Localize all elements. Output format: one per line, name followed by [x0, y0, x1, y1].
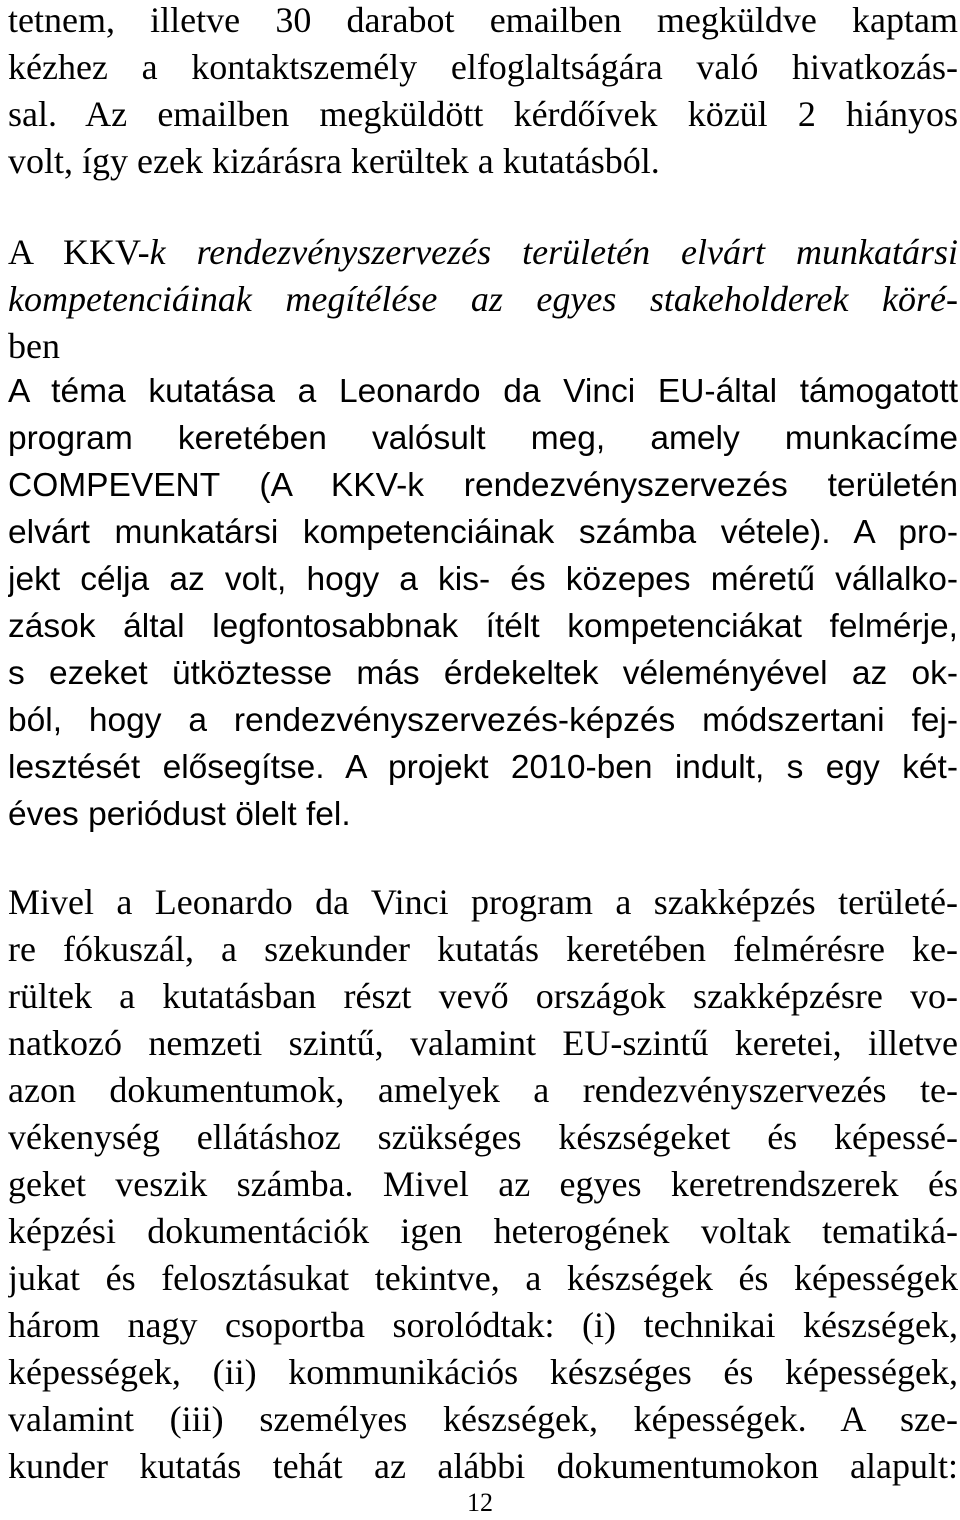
paragraph-intro: [8, 0, 958, 185]
heading-prefix: A KKV-: [8, 232, 150, 272]
section-heading: [8, 229, 958, 370]
text-line: Mivel a Leonardo da Vinci program a szakképzés területé-: [8, 882, 958, 922]
page-number: 12: [467, 1488, 493, 1517]
text-line: re fókuszál, a szekunder kutatás keretében felmérésre ke-: [8, 929, 958, 969]
heading-italic: k rendezvényszervezés területén elvárt munkatársi: [149, 232, 958, 272]
paragraph-project: [8, 368, 958, 838]
text-line: natkozó nemzeti szintű, valamint EU-szintű keretei, illetve: [8, 1023, 958, 1063]
text-line: képességek, (ii) kommunikációs készséges és képességek,: [8, 1352, 958, 1392]
text-line: program keretében valósult meg, amely munkacíme: [8, 420, 958, 457]
text-line: azon dokumentumok, amelyek a rendezvényszervezés te-: [8, 1070, 958, 1110]
paragraph-secondary-research: [8, 879, 958, 1490]
text-line: jekt célja az volt, hogy a kis- és közepes méretű vállalko-: [8, 561, 958, 598]
text-line: sal. Az emailben megküldött kérdőívek közül 2 hiányos: [8, 94, 958, 134]
text-line: kézhez a kontaktszemély elfoglaltságára való hivatkozás-: [8, 47, 958, 87]
text-line: lesztését elősegítse. A projekt 2010-ben indult, s egy két-: [8, 749, 958, 786]
text-line: volt, így ezek kizárásra kerültek a kutatásból.: [8, 141, 660, 181]
text-line: képzési dokumentációk igen heterogének voltak tematiká-: [8, 1211, 958, 1251]
heading-line: kompetenciáinak megítélése az egyes stakeholderek köré-: [8, 279, 958, 319]
text-line: A téma kutatása a Leonardo da Vinci EU-által támogatott: [8, 373, 958, 410]
text-line: geket veszik számba. Mivel az egyes keretrendszerek és: [8, 1164, 958, 1204]
text-line: jukat és felosztásukat tekintve, a készségek és képességek: [8, 1258, 958, 1298]
text-line: éves periódust ölelt fel.: [8, 796, 351, 833]
text-line: tetnem, illetve 30 darabot emailben megküldve kaptam: [8, 0, 958, 40]
text-line: valamint (iii) személyes készségek, képességek. A sze-: [8, 1399, 958, 1439]
text-line: három nagy csoportba sorolódtak: (i) technikai készségek,: [8, 1305, 958, 1345]
text-line: COMPEVENT (A KKV-k rendezvényszervezés területén: [8, 467, 958, 504]
text-line: zások által legfontosabbnak ítélt kompetenciákat felmérje,: [8, 608, 958, 645]
heading-line: ben: [8, 326, 60, 366]
text-line: s ezeket ütköztesse más érdekeltek véleményével az ok-: [8, 655, 958, 692]
text-line: rültek a kutatásban részt vevő országok szakképzésre vo-: [8, 976, 958, 1016]
text-line: kunder kutatás tehát az alábbi dokumentumokon alapult:: [8, 1446, 958, 1486]
heading-line: [8, 229, 958, 276]
text-line: ból, hogy a rendezvényszervezés-képzés módszertani fej-: [8, 702, 958, 739]
text-line: elvárt munkatársi kompetenciáinak számba vétele). A pro-: [8, 514, 958, 551]
text-line: vékenység ellátáshoz szükséges készségeket és képessé-: [8, 1117, 958, 1157]
